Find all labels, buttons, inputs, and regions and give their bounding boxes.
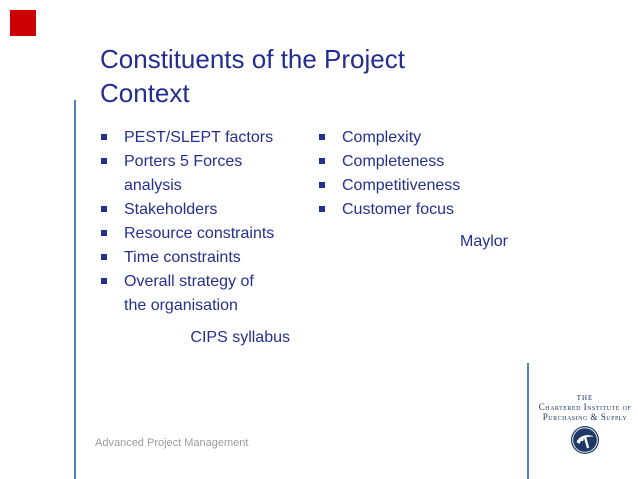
cips-logo-line3: Purchasing & Supply <box>542 412 628 422</box>
slide-title-line1: Constituents of the Project <box>100 44 405 74</box>
bullet-square-icon <box>101 206 107 212</box>
left-bullet-list <box>100 126 290 350</box>
slide-title <box>100 42 405 110</box>
cips-emblem-icon <box>570 425 600 455</box>
list-item <box>100 198 290 222</box>
list-item-label: Completeness <box>342 153 445 170</box>
list-item <box>100 150 290 198</box>
list-item-label: PEST/SLEPT factors <box>124 129 274 146</box>
list-item-label: Competitiveness <box>342 177 461 194</box>
right-divider-line <box>527 363 529 479</box>
left-divider-line <box>74 100 76 479</box>
bullet-square-icon <box>319 158 325 164</box>
list-item <box>100 222 290 246</box>
list-item-label: Resource constraints <box>124 225 275 242</box>
bullet-square-icon <box>101 134 107 140</box>
list-item <box>318 126 508 150</box>
left-list-attribution: CIPS syllabus <box>190 329 290 346</box>
right-bullet-list <box>318 126 508 254</box>
list-item <box>100 270 290 318</box>
list-item <box>318 174 508 198</box>
list-item <box>100 246 290 270</box>
cips-logo-line1: THE <box>576 394 594 402</box>
bullet-square-icon <box>101 254 107 260</box>
red-accent-square <box>10 10 36 36</box>
list-item-label: Time constraints <box>124 249 241 266</box>
list-item-label: Overall strategy of the organisation <box>124 273 254 314</box>
footer-text: Advanced Project Management <box>95 437 249 449</box>
cips-logo <box>533 394 637 460</box>
bullet-square-icon <box>101 278 107 284</box>
cips-logo-line2: Chartered Institute of <box>538 402 632 412</box>
list-item-label: Porters 5 Forces analysis <box>124 153 243 194</box>
bullet-square-icon <box>101 158 107 164</box>
list-item <box>318 198 508 222</box>
list-item-label: Customer focus <box>342 201 455 218</box>
list-item <box>100 126 290 150</box>
bullet-square-icon <box>319 206 325 212</box>
list-item <box>318 150 508 174</box>
bullet-square-icon <box>319 182 325 188</box>
bullet-square-icon <box>319 134 325 140</box>
list-item-label: Complexity <box>342 129 422 146</box>
list-item-label: Stakeholders <box>124 201 218 218</box>
right-list-attribution: Maylor <box>459 233 508 250</box>
bullet-square-icon <box>101 230 107 236</box>
slide-title-line2: Context <box>100 78 190 108</box>
